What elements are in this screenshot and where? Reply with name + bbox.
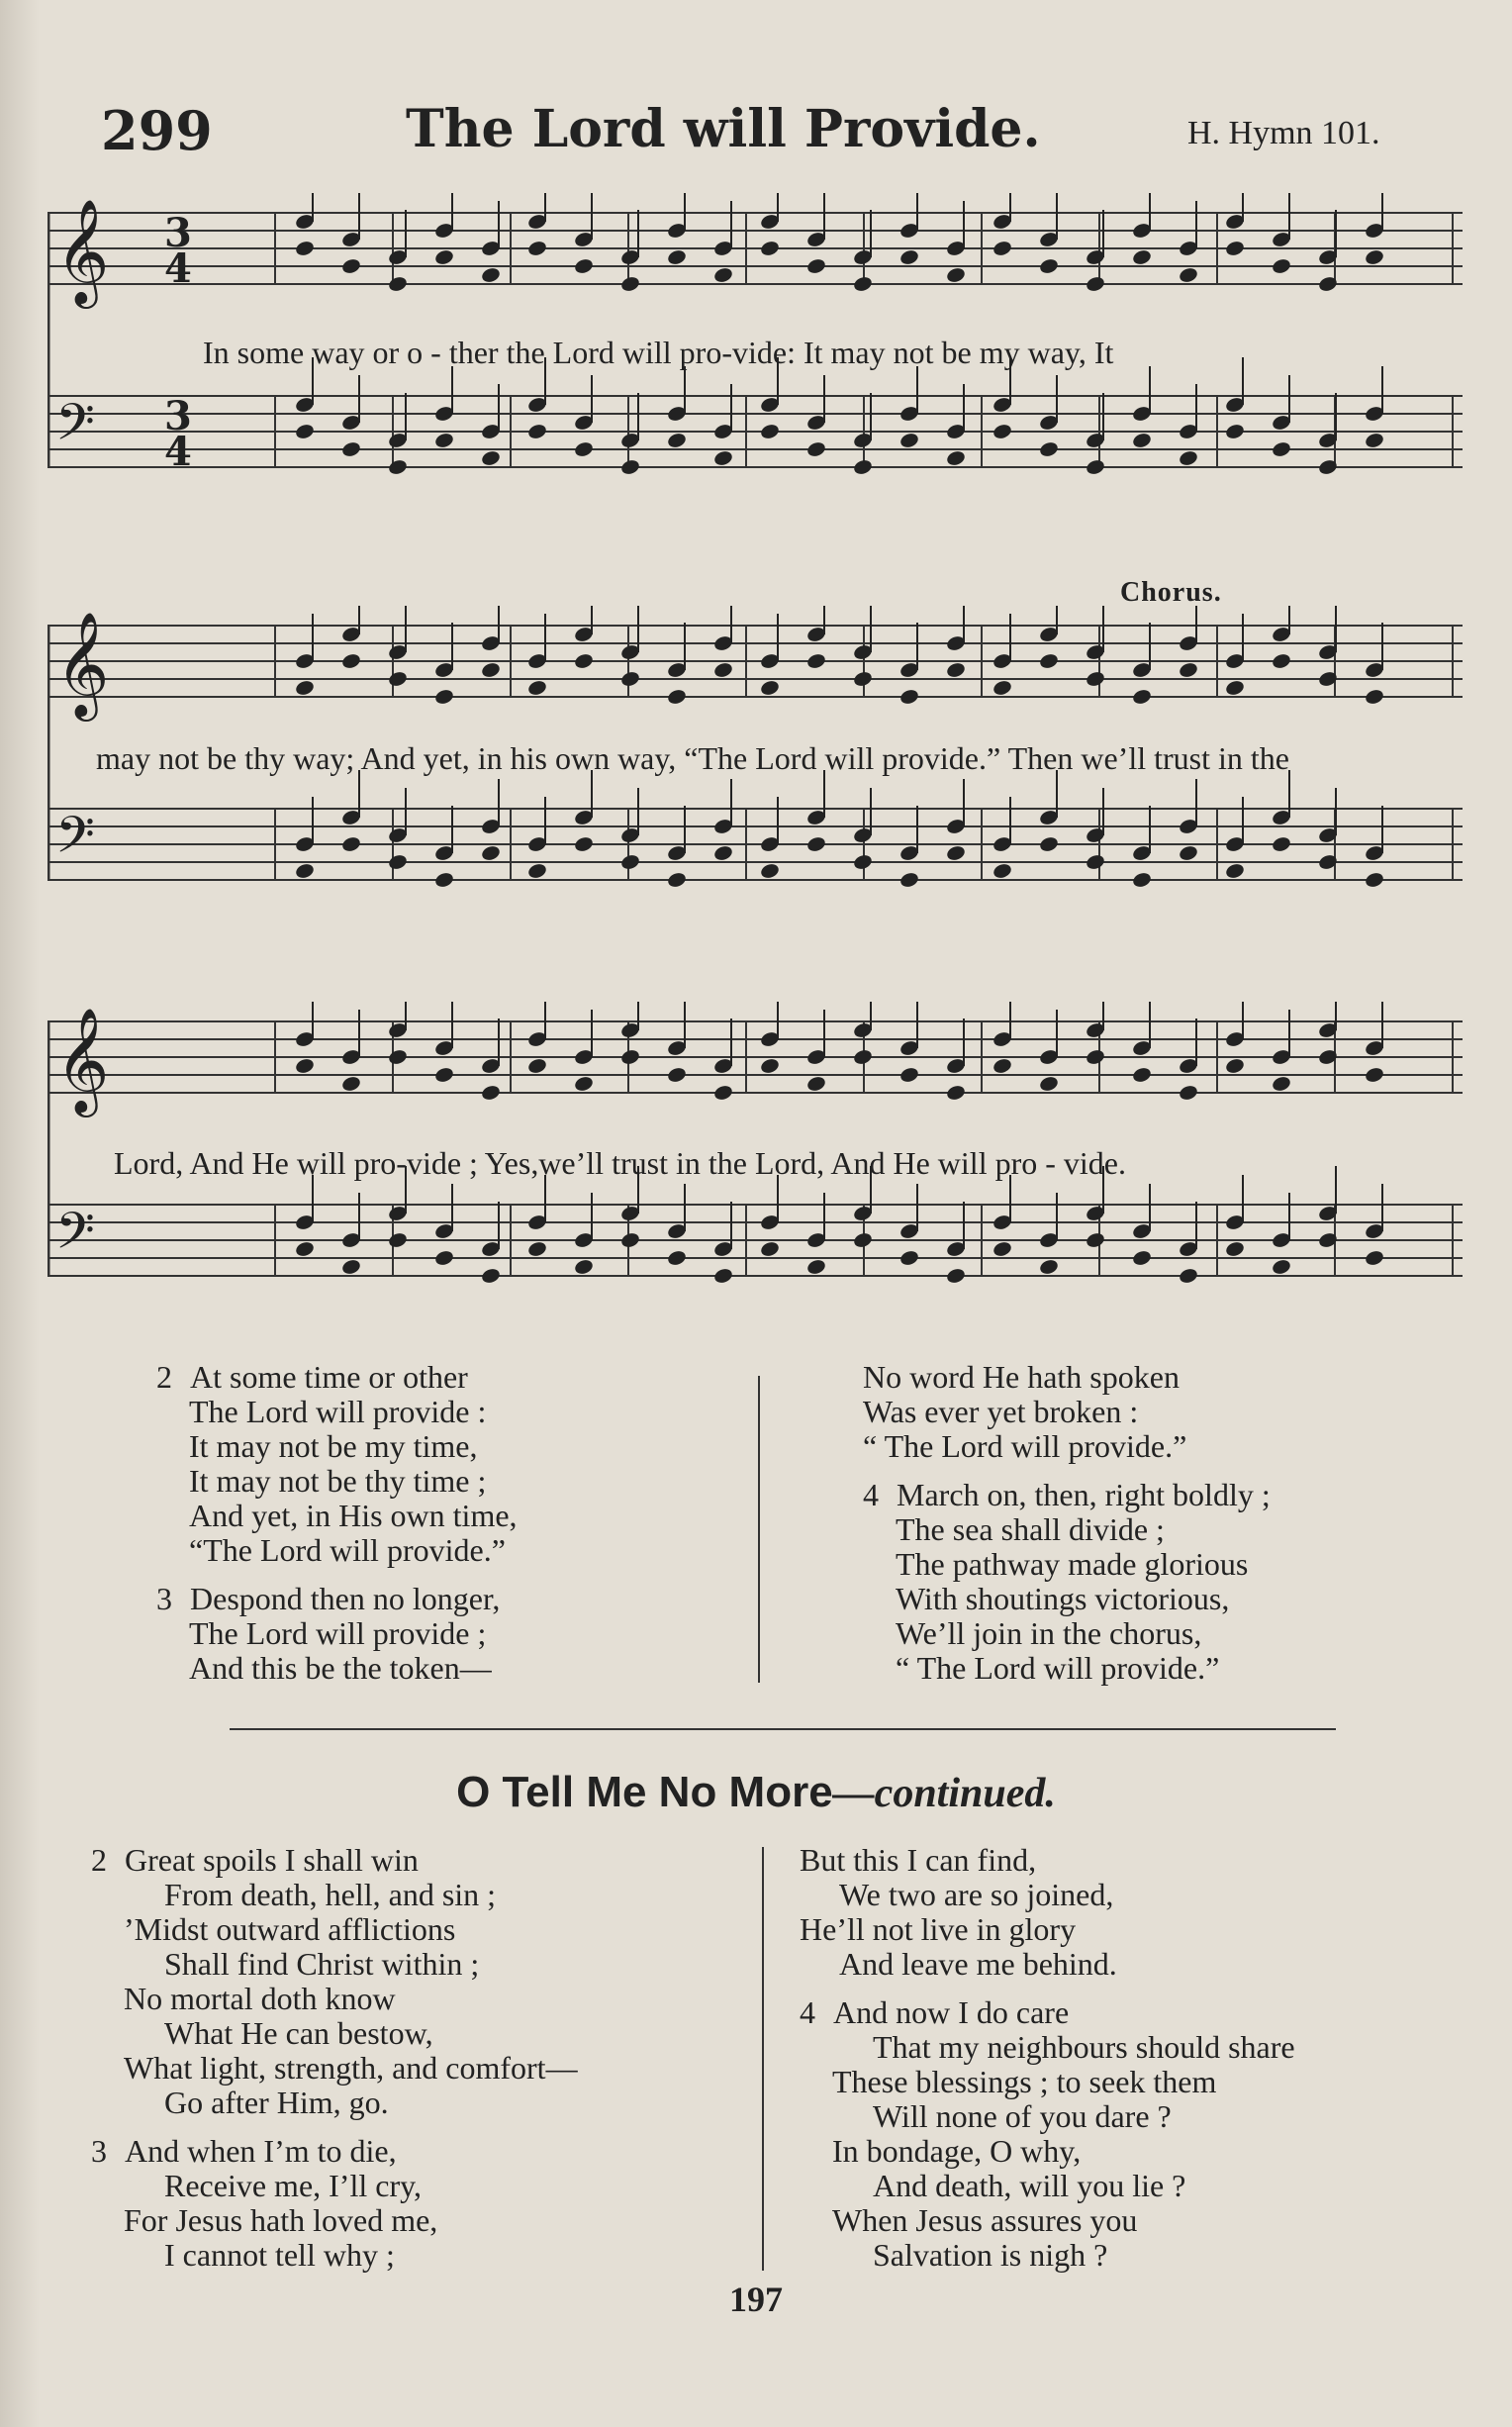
- verse-text: Salvation is nigh ?: [873, 2237, 1108, 2273]
- verse-text: Despond then no longer,: [190, 1581, 501, 1616]
- section2-title-text: O Tell Me No More: [456, 1768, 833, 1816]
- page-number: 197: [729, 2280, 783, 2319]
- treble-clef: 𝄞: [55, 1007, 110, 1113]
- verse-line: [800, 1912, 1295, 1947]
- section2-verses-left: [91, 1843, 578, 2286]
- stanza: [156, 1360, 518, 1568]
- verse-text: Was ever yet broken :: [863, 1394, 1139, 1429]
- verse-line: [800, 1843, 1295, 1878]
- verse-line: [156, 1429, 518, 1464]
- stanza: [91, 1843, 578, 2120]
- verse-text: When Jesus assures you: [832, 2202, 1138, 2238]
- verse-text: “ The Lord will provide.”: [863, 1428, 1187, 1464]
- verse-line: [91, 2134, 578, 2169]
- verse-line: [800, 2203, 1295, 2238]
- verse-line: [863, 1429, 1271, 1464]
- bass-staff: [47, 1166, 1463, 1285]
- treble-staff: [47, 193, 1463, 309]
- verse-number: 4: [863, 1477, 879, 1512]
- verse-line: [91, 1912, 578, 1947]
- chorus-label: Chorus.: [1120, 577, 1222, 608]
- bass-clef: 𝄢: [55, 1201, 95, 1273]
- verse-text: And now I do care: [833, 1994, 1070, 2030]
- verse-text: The Lord will provide :: [189, 1394, 487, 1429]
- verse-number: 2: [156, 1359, 172, 1395]
- verse-text: But this I can find,: [800, 1842, 1037, 1878]
- verse-line: [91, 2016, 578, 2051]
- verse-line: [156, 1360, 518, 1395]
- verse-text: We’ll join in the chorus,: [896, 1615, 1202, 1651]
- verse-line: [91, 1843, 578, 1878]
- stanza: [863, 1360, 1271, 1464]
- bass-clef: 𝄢: [55, 805, 95, 877]
- verse-line: [156, 1395, 518, 1429]
- verse-line: [91, 2203, 578, 2238]
- verse-line: [863, 1651, 1271, 1686]
- verse-text: It may not be my time,: [189, 1428, 478, 1464]
- verse-text: What light, strength, and comfort—: [124, 2050, 578, 2086]
- verse-line: [863, 1478, 1271, 1512]
- page-edge-shadow: [0, 0, 40, 2427]
- verse-text: And yet, in His own time,: [189, 1498, 518, 1533]
- verse-text: March on, then, right boldly ;: [897, 1477, 1271, 1512]
- section2-title: [0, 1768, 1512, 1817]
- verse-line: [91, 1878, 578, 1912]
- time-signature-top: 3: [164, 210, 192, 256]
- bass-staff: [47, 357, 1463, 476]
- verse-text: And leave me behind.: [839, 1946, 1117, 1982]
- verse-line: [156, 1499, 518, 1533]
- column-divider: [762, 1847, 764, 2271]
- verse-line: [800, 1947, 1295, 1982]
- section-rule: [230, 1728, 1336, 1730]
- stanza: [156, 1582, 518, 1686]
- verse-line: [800, 1995, 1295, 2030]
- verse-line: [800, 2169, 1295, 2203]
- verse-number: 4: [800, 1994, 815, 2030]
- verse-text: With shoutings victorious,: [896, 1581, 1230, 1616]
- verse-line: [156, 1464, 518, 1499]
- verse-text: I cannot tell why ;: [164, 2237, 395, 2273]
- treble-clef: 𝄞: [55, 198, 110, 304]
- verse-text: And when I’m to die,: [125, 2133, 397, 2169]
- verse-line: [91, 2086, 578, 2120]
- verse-text: From death, hell, and sin ;: [164, 1877, 497, 1912]
- verse-text: And death, will you lie ?: [873, 2168, 1186, 2203]
- verse-line: [800, 2238, 1295, 2273]
- verse-text: “ The Lord will provide.”: [896, 1650, 1220, 1686]
- verse-line: [800, 2065, 1295, 2099]
- verse-text: No word He hath spoken: [863, 1359, 1180, 1395]
- hymn-verses-right: [863, 1360, 1271, 1699]
- verse-text: The pathway made glorious: [896, 1546, 1249, 1582]
- verse-line: [863, 1360, 1271, 1395]
- verse-text: Will none of you dare ?: [873, 2098, 1172, 2134]
- verse-line: [91, 1982, 578, 2016]
- verse-line: [91, 1947, 578, 1982]
- verse-text: He’ll not live in glory: [800, 1911, 1077, 1947]
- verse-number: 2: [91, 1842, 107, 1878]
- verse-line: [156, 1651, 518, 1686]
- verse-line: [91, 2169, 578, 2203]
- hymn-verses-left: [156, 1360, 518, 1699]
- verse-line: [863, 1512, 1271, 1547]
- verse-line: [863, 1395, 1271, 1429]
- verse-line: [863, 1547, 1271, 1582]
- verse-text: For Jesus hath loved me,: [124, 2202, 438, 2238]
- verse-line: [91, 2238, 578, 2273]
- stanza: [863, 1478, 1271, 1686]
- lyric-line-2: may not be thy way; And yet, in his own way, “The Lord will provide.” Then we’ll trust in the: [96, 740, 1289, 776]
- verse-text: It may not be thy time ;: [189, 1463, 487, 1499]
- hymn-title: The Lord will Provide.: [406, 99, 1041, 159]
- verse-text: ’Midst outward afflictions: [124, 1911, 456, 1947]
- verse-text: Go after Him, go.: [164, 2085, 389, 2120]
- verse-text: The sea shall divide ;: [896, 1511, 1165, 1547]
- verse-line: [863, 1582, 1271, 1616]
- time-signature-top: 3: [164, 393, 192, 439]
- verse-line: [800, 2030, 1295, 2065]
- verse-text: “The Lord will provide.”: [189, 1532, 506, 1568]
- verse-text: Shall find Christ within ;: [164, 1946, 480, 1982]
- stanza: [800, 1843, 1295, 1982]
- verse-line: [800, 2099, 1295, 2134]
- column-divider: [758, 1376, 760, 1683]
- verse-text: In bondage, O why,: [832, 2133, 1082, 2169]
- verse-line: [800, 1878, 1295, 1912]
- verse-text: That my neighbours should share: [873, 2029, 1295, 2065]
- verse-line: [91, 2051, 578, 2086]
- hymn-number: 299: [101, 99, 213, 162]
- treble-clef: 𝄞: [55, 611, 110, 717]
- bass-staff: [47, 770, 1463, 889]
- stanza: [91, 2134, 578, 2273]
- time-signature-bottom: 4: [164, 429, 192, 475]
- verse-number: 3: [91, 2133, 107, 2169]
- verse-line: [156, 1582, 518, 1616]
- hymn-tune-reference: H. Hymn 101.: [1187, 115, 1380, 151]
- section2-verses-right: [800, 1843, 1295, 2286]
- time-signature-bottom: 4: [164, 245, 192, 292]
- section2-continued: —continued.: [832, 1771, 1056, 1816]
- verse-text: And this be the token—: [189, 1650, 492, 1686]
- verse-line: [156, 1616, 518, 1651]
- verse-text: No mortal doth know: [124, 1981, 396, 2016]
- verse-text: At some time or other: [190, 1359, 468, 1395]
- verse-text: Receive me, I’ll cry,: [164, 2168, 423, 2203]
- treble-staff: [47, 606, 1463, 722]
- verse-number: 3: [156, 1581, 172, 1616]
- verse-text: These blessings ; to seek them: [832, 2064, 1217, 2099]
- verse-text: Great spoils I shall win: [125, 1842, 419, 1878]
- verse-line: [156, 1533, 518, 1568]
- verse-line: [800, 2134, 1295, 2169]
- verse-text: The Lord will provide ;: [189, 1615, 487, 1651]
- lyric-line-3: Lord, And He will pro-vide ; Yes,we’ll trust in the Lord, And He will pro - vide.: [114, 1145, 1126, 1181]
- lyric-line-1: In some way or o - ther the Lord will pro-vide: It may not be my way, It: [203, 335, 1114, 370]
- stanza: [800, 1995, 1295, 2273]
- treble-staff: [47, 1002, 1463, 1117]
- verse-text: We two are so joined,: [839, 1877, 1114, 1912]
- verse-text: What He can bestow,: [164, 2015, 433, 2051]
- verse-line: [863, 1616, 1271, 1651]
- bass-clef: 𝄢: [55, 392, 95, 464]
